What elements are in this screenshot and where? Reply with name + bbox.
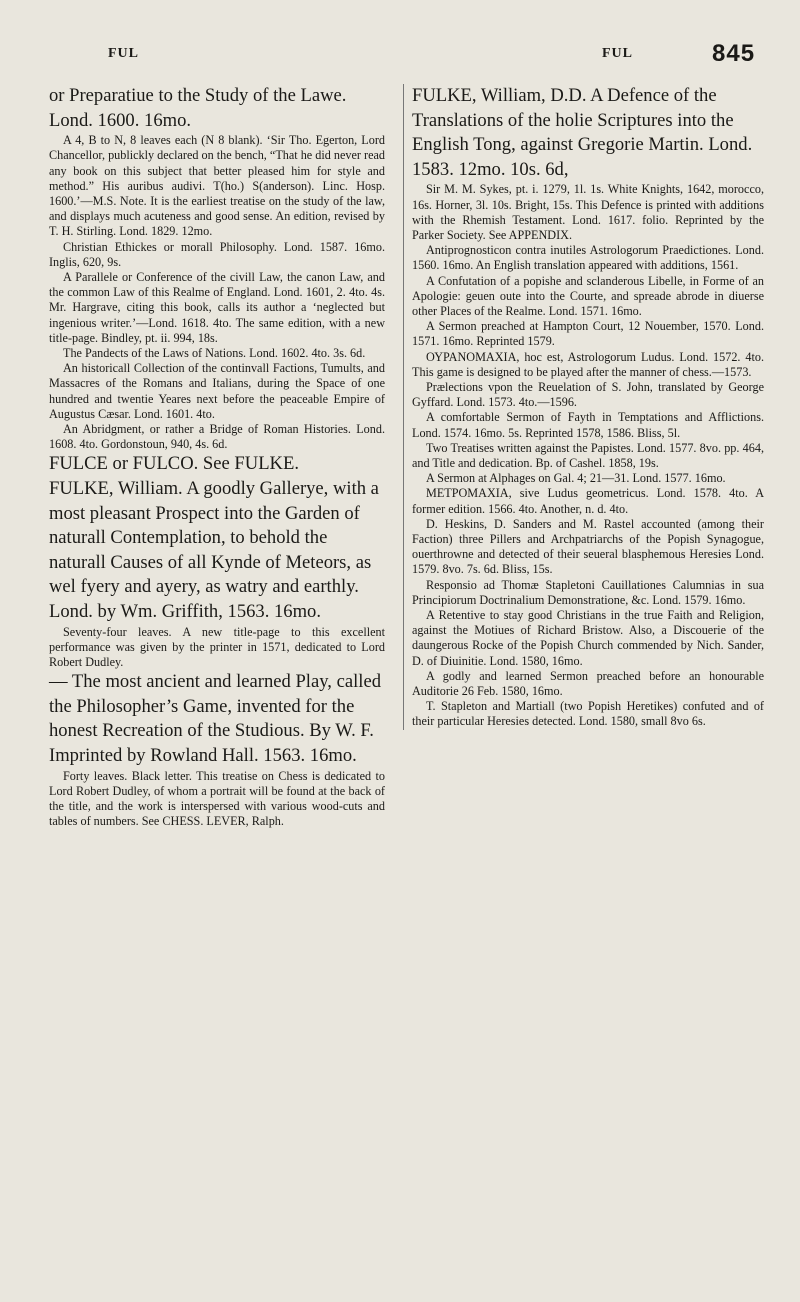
right-entry-10: A Sermon at Alphages on Gal. 4; 21—31. Lond. 1577. 16mo. [426, 471, 726, 486]
right-entry-6: ΟΥΡΑΝΟΜΑΧΙΑ, hoc est, Astrologorum Ludus. Lond. 1572. 4to. This game is designed to be played after the manner of chess.—1573. [412, 349, 764, 379]
left-entry-5: The Pandects of the Laws of Nations. Lond. 1602. 4to. 3s. 6d. [63, 346, 366, 361]
running-head-left: FUL [108, 46, 139, 61]
right-column [403, 84, 764, 730]
right-entry-9: Two Treatises written against the Papistes. Lond. 1577. 8vo. pp. 464, and Title and dedication. Bp. of Cashel. 1858, 19s. [412, 440, 764, 471]
left-entry-1: or Preparatiue to the Study of the Lawe. Lond. 1600. 16mo. [49, 85, 347, 131]
left-entry-4: A Parallele or Conference of the civill Law, the canon Law, and the common Law of this Realme of England. Lond. 1601, 2. 4to. 4s. Mr. Hargrave, citing this book, calls its author a ‘neglected but ingenious writer.’—Lond. 1618. 4to. The same edition, with a new title-page. Bindley, pt. ii. 994, 18s. [49, 270, 385, 345]
right-entry-14: A Retentive to stay good Christians in the true Faith and Religion, against the Motiues of Richard Bristow. Also, a Discouerie of the daungerous Rocke of the Popish Church commended by Nich. Sander, D. of Diuinitie. Lond. 1580, 16mo. [412, 608, 764, 668]
right-entry-11: ΜΕΤΡΟΜΑΧΙΑ, sive Ludus geometricus. Lond. 1578. 4to. A former edition. 1566. 4to. Another, n. d. 4to. [412, 486, 764, 516]
right-entry-16: T. Stapleton and Martiall (two Popish Heretikes) confuted and of their particular Heresies detected. Lond. 1580, small 8vo 6s. [412, 699, 764, 729]
left-entry-8: FULCE or FULCO. See FULKE. [49, 453, 299, 475]
left-entry-3: Christian Ethickes or morall Philosophy. Lond. 1587. 16mo. Inglis, 620, 9s. [49, 239, 385, 269]
left-entry-12: Forty leaves. Black letter. This treatise on Chess is dedicated to Lord Robert Dudley, of whom a portrait will be found at the back of the title, and the work is interspersed with various wood-cuts and tables of numbers. See CHESS. LEVER, Ralph. [49, 768, 385, 829]
left-entry-7: An Abridgment, or rather a Bridge of Roman Histories. Lond. 1608. 4to. Gordonstoun, 940, 4s. 6d. [49, 422, 385, 452]
right-entry-3: Antiprognosticon contra inutiles Astrologorum Praedictiones. Lond. 1560. 16mo. An English translation appeared with additions, 1561. [412, 243, 764, 273]
left-entry-11: — The most ancient and learned Play, called the Philosopher’s Game, invented for the honest Recreation of the Studious. By W. F. Imprinted by Rowland Hall. 1563. 16mo. [49, 671, 381, 766]
right-entry-12: D. Heskins, D. Sanders and M. Rastel accounted (among their Faction) three Pillers and Archpatriarchs of the Popish Synagogue, ouerthrowne and detected of their seueral blasphemous Heresies Lond. 1579. 8vo. 7s. 6d. Bliss, 15s. [412, 516, 764, 577]
running-head [0, 40, 800, 76]
right-entry-4: A Confutation of a popishe and sclanderous Libelle, in Forme of an Apologie: geuen oute into the Courte, and spreade abrode in diuerse other Places of the Realme. Lond. 1571. 16mo. [412, 273, 764, 318]
page-number: 845 [712, 40, 756, 67]
right-entry-5: A Sermon preached at Hampton Court, 12 Nouember, 1570. Lond. 1571. 16mo. Reprinted 1579. [412, 319, 764, 349]
left-entry-2: A 4, B to N, 8 leaves each (N 8 blank). ‘Sir Tho. Egerton, Lord Chancellor, publickly declared on the bench, “That he did never read any book on this subject that better pleased him for style and method.” His auribus audivi. T(ho.) S(anderson). Linc. Hosp. 1600.’—M.S. Note. It is the earliest treatise on the study of the law, and displays much acuteness and good sense. An edition, revised by T. H. Stirling. Lond. 1829. 12mo. [49, 133, 385, 239]
left-entry-10: Seventy-four leaves. A new title-page to this excellent performance was given by the printer in 1571, dedicated to Lord Robert Dudley. [49, 624, 385, 670]
right-entry-1: FULKE, William, D.D. A Defence of the Translations of the holie Scriptures into the English Tong, against Gregorie Martin. Lond. 1583. 12mo. 10s. 6d, [412, 85, 753, 180]
right-entry-8: A comfortable Sermon of Fayth in Temptations and Afflictions. Lond. 1574. 16mo. 5s. Reprinted 1578, 1586. Bliss, 5l. [412, 410, 764, 440]
right-entry-15: A godly and learned Sermon preached before an honourable Auditorie 26 Feb. 1580, 16mo. [412, 668, 764, 699]
left-entry-9: FULKE, William. A goodly Gallerye, with a most pleasant Prospect into the Garden of naturall Contemplation, to behold the naturall Causes of all Kynde of Meteors, as wel fyery and ayery, as watry and earthly. Lond. by Wm. Griffith, 1563. 16mo. [49, 478, 379, 623]
running-head-right: FUL [602, 46, 633, 61]
right-entry-13: Responsio ad Thomæ Stapletoni Cauillationes Calumnias in sua Principiorum Doctrinalium Demonstratione, &c. Lond. 1579. 16mo. [412, 577, 764, 607]
right-entry-7: Prælections vpon the Reuelation of S. John, translated by George Gyffard. Lond. 1573. 4to.—1596. [412, 380, 764, 410]
left-column [49, 84, 385, 829]
left-entry-6: An historicall Collection of the continvall Factions, Tumults, and Massacres of the Romans and Italians, during the Space of one hundred and twentie Yeares next before the peaceable Empire of Augustus Cæsar. Lond. 1601. 4to. [49, 361, 385, 421]
right-entry-2: Sir M. M. Sykes, pt. i. 1279, 1l. 1s. White Knights, 1642, morocco, 16s. Horner, 3l. 10s. Bright, 15s. This Defence is printed with additions with the Rhemish Testament. Lond. 1617. folio. Reprinted by the Parker Society. See APPENDIX. [412, 182, 764, 242]
